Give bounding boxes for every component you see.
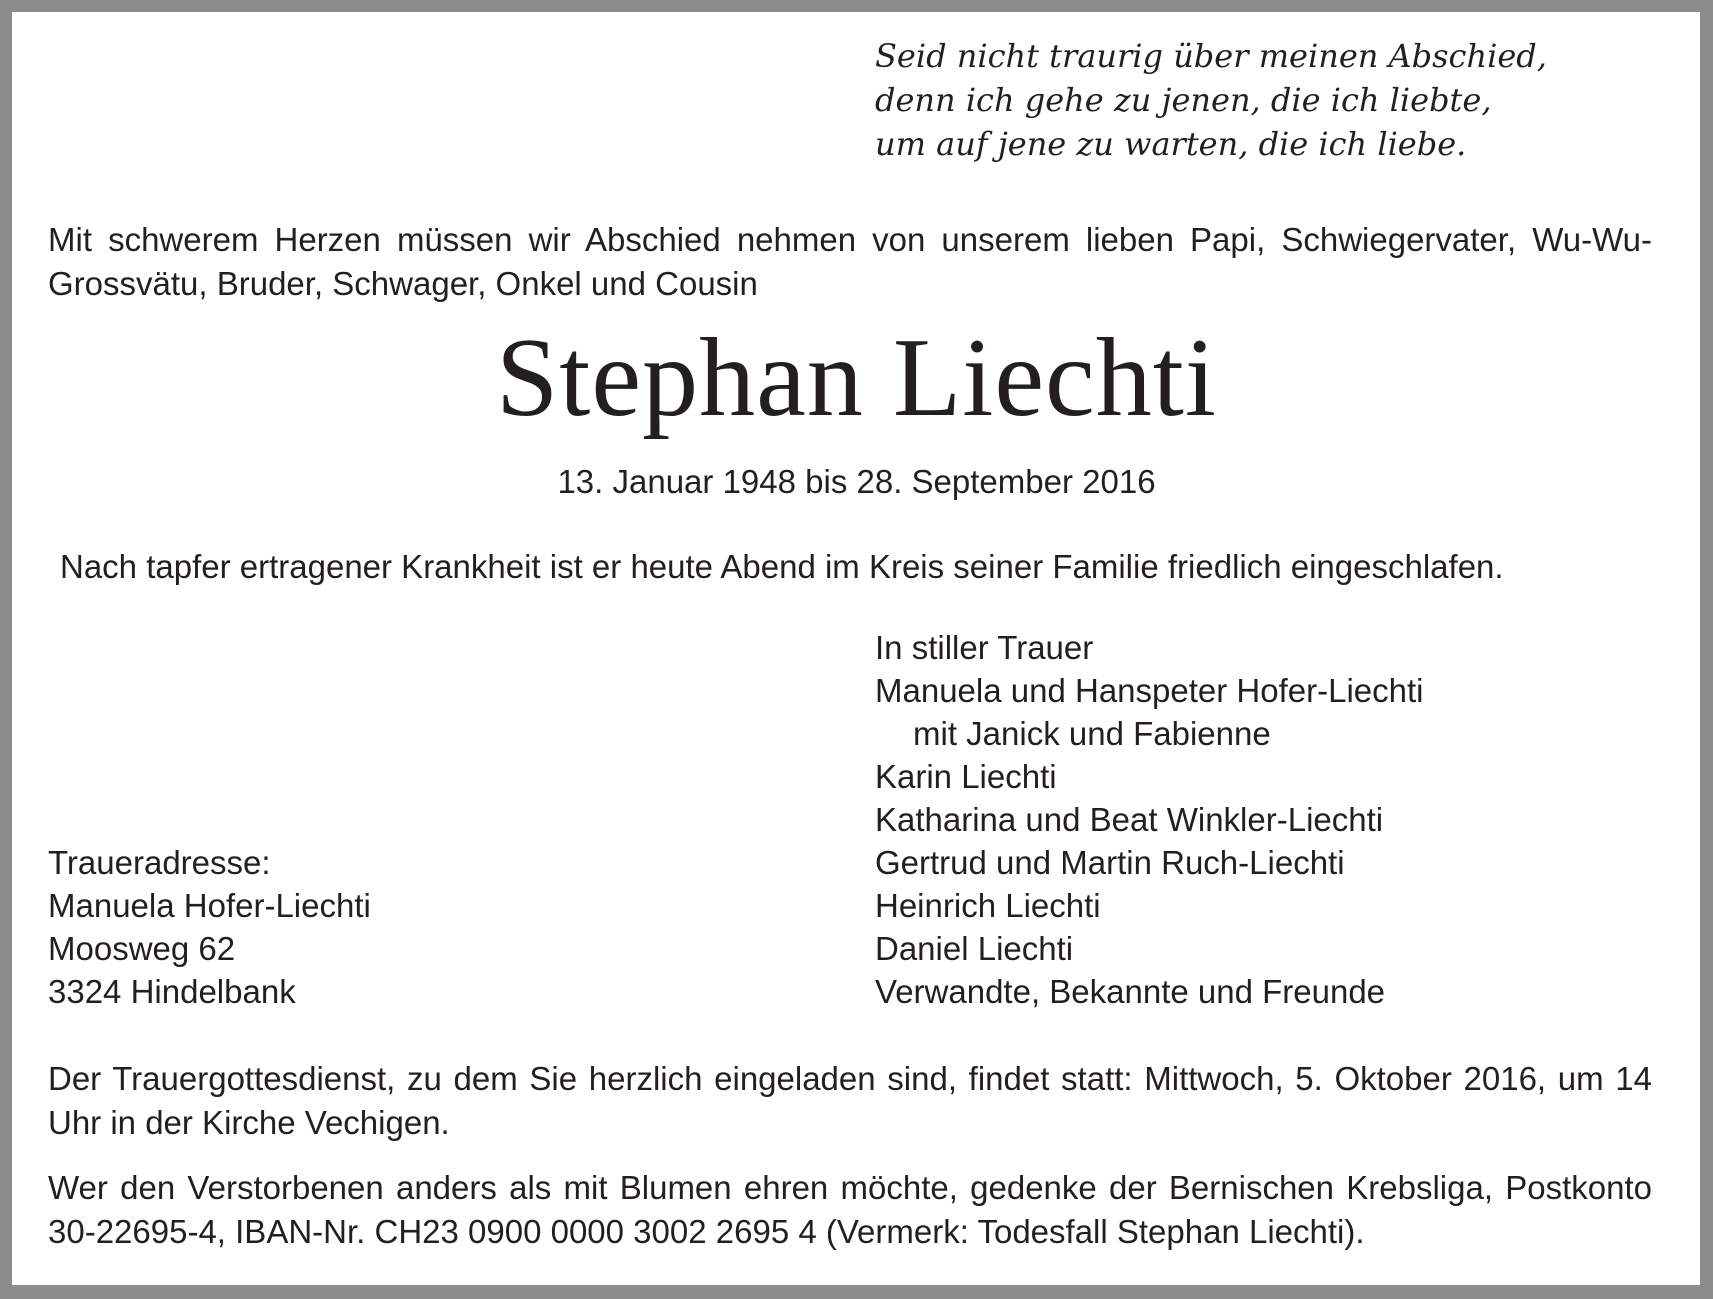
donation-info: Wer den Verstorbenen anders als mit Blumen ehren möchte, gedenke der Bernischen Krebsliga, Postkonto 30-22695-4, IBAN-Nr. CH23 0900 0000 3002 2695 4 (Vermerk: Todesfall Stephan Liechti). xyxy=(48,1169,1652,1250)
mourner-entry: Katharina und Beat Winkler-Liechti xyxy=(875,801,1384,838)
service-info: Der Trauergottesdienst, zu dem Sie herzlich eingeladen sind, findet statt: Mittwoch, 5. Oktober 2016, um 14 Uhr in der Kirche Vechigen. xyxy=(48,1060,1652,1141)
intro-text: Mit schwerem Herzen müssen wir Abschied nehmen von unserem lieben Papi, Schwiegervater, Wu-Wu-Grossvätu, Bruder, Schwager, Onkel und Cousin xyxy=(48,221,1652,302)
mourner-entry: Gertrud und Martin Ruch-Liechti xyxy=(875,844,1345,881)
mourner-entry: Karin Liechti xyxy=(875,758,1057,795)
mourners-list xyxy=(875,626,1423,1013)
mourning-address xyxy=(48,841,371,1013)
quote-line: denn ich gehe zu jenen, die ich liebte, xyxy=(875,81,1492,119)
memorial-quote xyxy=(875,34,1547,166)
life-dates: 13. Januar 1948 bis 28. September 2016 xyxy=(557,463,1156,500)
address-label: Traueradresse: xyxy=(48,844,271,881)
address-street: Moosweg 62 xyxy=(48,930,236,967)
quote-line: um auf jene zu warten, die ich liebe. xyxy=(875,125,1467,163)
passing-note: Nach tapfer ertragener Krankheit ist er heute Abend im Kreis seiner Familie friedlich eingeschlafen. xyxy=(60,548,1504,585)
deceased-name: Stephan Liechti xyxy=(495,316,1217,440)
mourner-entry: mit Janick und Fabienne xyxy=(913,715,1271,752)
mourner-entry: Heinrich Liechti xyxy=(875,887,1101,924)
mourner-entry: Manuela und Hanspeter Hofer-Liechti xyxy=(875,672,1424,709)
mourner-entry: Daniel Liechti xyxy=(875,930,1074,967)
address-city: 3324 Hindelbank xyxy=(48,973,296,1010)
address-name: Manuela Hofer-Liechti xyxy=(48,887,371,924)
quote-line: Seid nicht traurig über meinen Abschied, xyxy=(875,37,1547,75)
mourner-entry: Verwandte, Bekannte und Freunde xyxy=(875,973,1386,1010)
mourners-heading: In stiller Trauer xyxy=(875,629,1094,666)
